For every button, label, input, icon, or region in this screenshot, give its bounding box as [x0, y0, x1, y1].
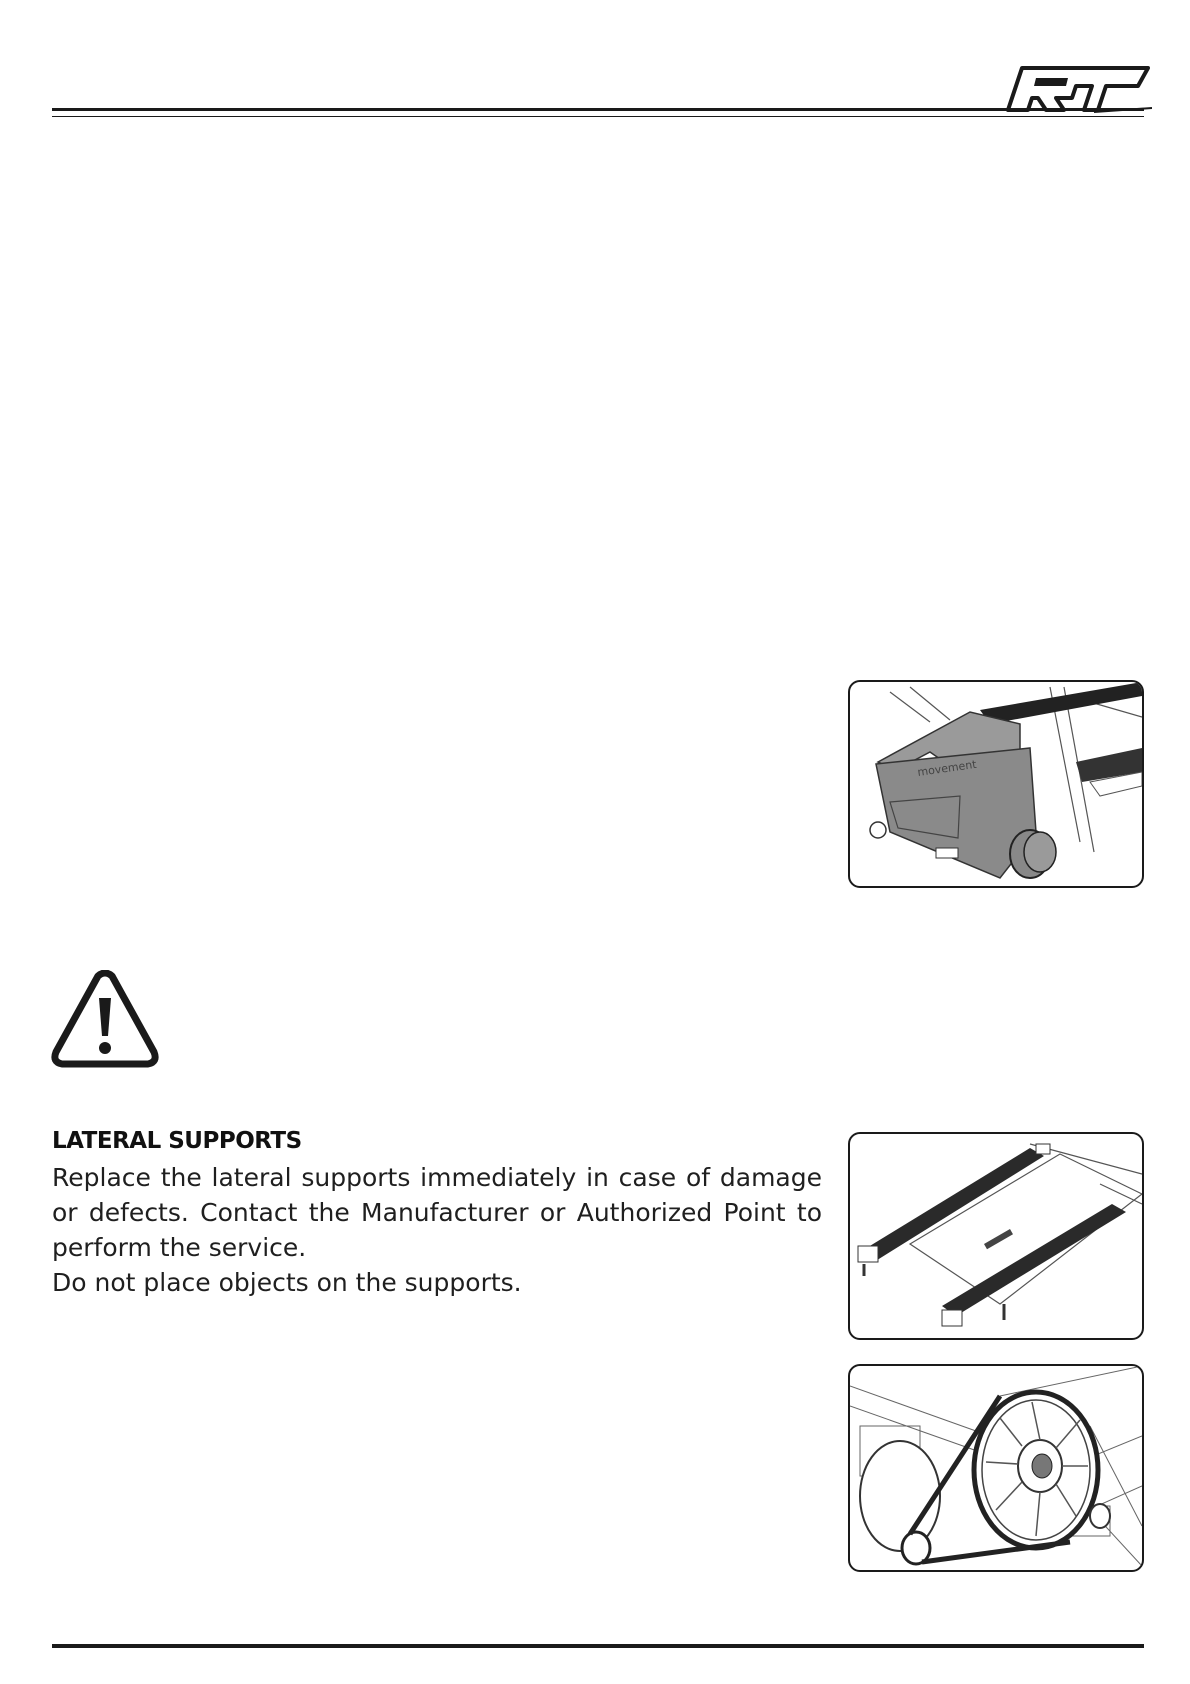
section-body [52, 1160, 822, 1300]
motor-cover-figure [848, 680, 1144, 888]
header-rule-thin [52, 116, 1144, 117]
section-heading: LATERAL SUPPORTS [52, 1128, 302, 1154]
footer-rule [52, 1644, 1144, 1648]
header-rule [52, 108, 1144, 111]
motor-cover-brand: movement [916, 757, 978, 779]
body-paragraph: Replace the lateral supports immediately in case of damage or defects. Contact the Manufacturer or Authorized Point to perform the service. [52, 1163, 822, 1262]
drive-belt-figure [848, 1364, 1144, 1572]
body-paragraph-warning: Do not place objects on the supports. [52, 1268, 522, 1297]
lateral-supports-figure [848, 1132, 1144, 1340]
warning-triangle-icon [50, 970, 160, 1070]
